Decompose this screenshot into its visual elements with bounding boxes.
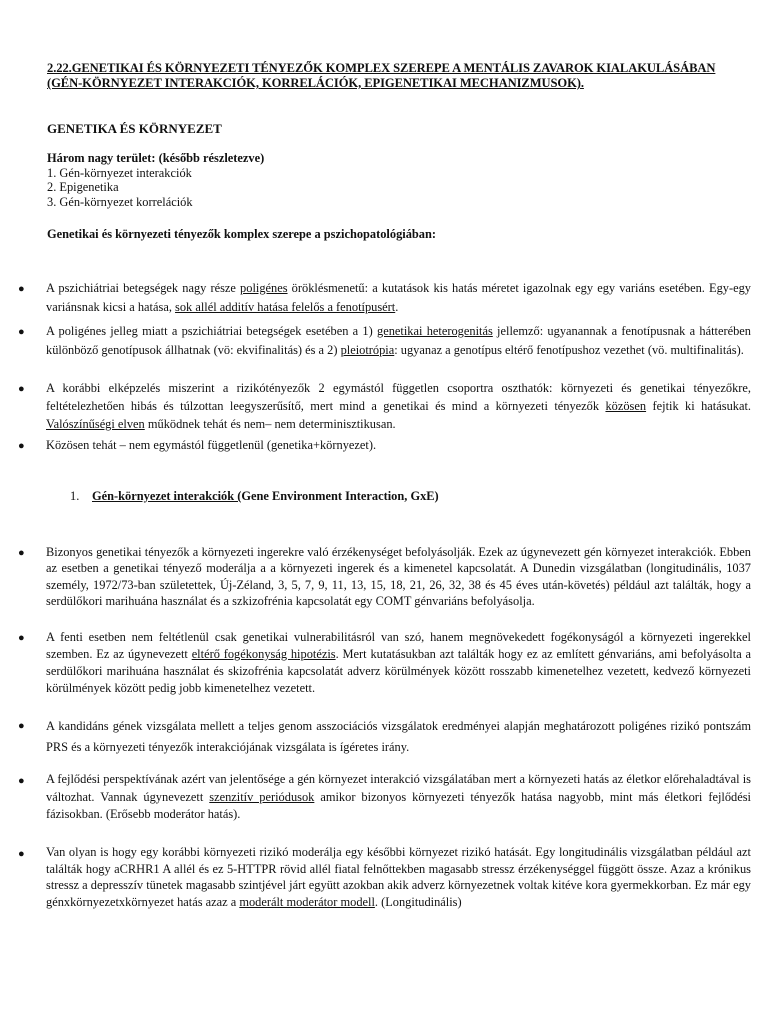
underlined-term: Valószínűségi elven <box>46 417 145 431</box>
underlined-term: pleiotrópia <box>340 343 395 357</box>
gxe-heading-rest: Gene Environment Interaction, GxE) <box>241 489 439 503</box>
areas-item: 1. Gén-környezet interakciók <box>47 165 192 180</box>
bullet-text: Közösen tehát – nem egymástól függetlenül (genetika+környezet). <box>46 438 377 452</box>
bullet-icon: ● <box>18 632 25 644</box>
areas-item: 3. Gén-környezet korrelációk <box>47 194 193 209</box>
bullet-icon: ● <box>18 283 25 295</box>
underlined-term: genetikai heterogenitás <box>377 324 493 338</box>
areas-item: 2. Epigenetika <box>47 180 119 194</box>
underlined-term: közösen <box>605 399 647 413</box>
gxe-heading-number: 1. <box>70 489 80 503</box>
underlined-term: szenzitív periódusok <box>209 789 315 804</box>
section-heading-genetika: GENETIKA ÉS KÖRNYEZET <box>47 121 222 136</box>
title-line-1: 2.22.GENETIKAI ÉS KÖRNYEZETI TÉNYEZŐK KOMPLEX SZEREPE A MENTÁLIS ZAVAROK KIALAKULÁSÁBAN <box>47 61 716 75</box>
bullet-icon: ● <box>18 326 25 338</box>
areas-list <box>47 151 264 209</box>
underlined-term: eltérő fogékonyság hipotézis <box>191 647 336 661</box>
bullet-text: A korábbi elképzelés miszerint a rizikótényezők 2 egymástól független csoportra oszthatók: környezeti és genetikai tényezőkre, feltételezhetően hibás és túlzottan leegyszerűsítő, mert mind a genetikai és mind a környezeti tényezők közösen fejtik ki hatásukat. Valószínűségi elven működnek tehát és nem– nem determinisztikusan. <box>46 381 752 431</box>
areas-heading: Három nagy terület: (később részletezve) <box>47 151 265 165</box>
bullet-text: A fenti esetben nem feltétlenül csak genetikai vulnerabilitásról van szó, hanem megnövekedett fogékonyságól a környezeti ingerekkel szemben. Ez az úgynevezett eltérő fogékonyság hipotézis. Mert kutatásukban azt találták hogy ez az említett génvariáns, ami befolyásolta a serdülőkori marihuána használat és skizofrénia kapcsolatát adverz körülmények között rosszabb kimenetelhez vezetett, kedvező környezeti körülmények között pedig jobb kimenetelhez vezetett. <box>46 630 752 695</box>
bullet-icon: ● <box>18 848 25 860</box>
bullet-text: A poligénes jelleg miatt a pszichiátriai betegségek esetében a 1) genetikai heterogenitás jellemző: ugyanannak a fenotípusnak a hátterében különböző genotípusok állhatnak (vö: ekvifinalitás) és a 2) pleiotrópia: ugyanaz a genotípus eltérő fenotípushoz vezethet (vö. multifinalitás). <box>46 324 751 357</box>
gxe-heading-underlined: Gén-környezet interakciók ( <box>92 489 242 503</box>
bullet-icon: ● <box>18 720 25 732</box>
underlined-term: moderált moderátor modell <box>239 894 375 909</box>
bullet-text: Bizonyos genetikai tényezők a környezeti ingerekre való érzékenységet befolyásolják. Ezek az úgynevezett gén környezet interakciók. Ebben az esetben a genetikai tényező moderálja a a környezeti ingerek és a kimenetel kapcsolatát. A Dunedin vizsgálatban (longitudinális, 1037 személy, 1972/73-ban születettek, Új-Zéland, 3, 5, 7, 9, 11, 13, 15, 18, 21, 26, 32, 38 és 45 éves után-követés) például azt találták, hogy a serdülőkori marihuána használat és a szkizofrénia kapcsolatát egy COMT génvariáns befolyásolja. <box>46 545 751 608</box>
gxe-heading <box>70 489 439 504</box>
title-line-2: (GÉN-KÖRNYEZET INTERAKCIÓK, KORRELÁCIÓK, EPIGENETIKAI MECHANIZMUSOK). <box>47 76 584 90</box>
bullet-text: Van olyan is hogy egy korábbi környezeti rizikó moderálja egy későbbi környezet rizikó hatását. Egy longitudinális vizsgálatban például azt találták hogy aCRHR1 A allél és ez 5-HTTPR rövid allél fiatal felnőttekben magasabb stressz érzékenységgel függött össze. Azaz a krónikus stressz a depresszív tünetek magasabb szintjével járt együtt azokban akik adverz környezetnek voltak kitéve kora gyermekkorban. Ez már egy génxkörnyezetxkörnyezet hatás azaz a moderált moderátor modell. (Longitudinális) <box>46 845 751 909</box>
bullet-icon: ● <box>18 440 25 452</box>
document-title <box>47 61 737 91</box>
bullet-icon: ● <box>18 383 25 395</box>
bullet-text: A kandidáns gének vizsgálata mellett a teljes genom asszociációs vizsgálatok eredményei alapján meghatározott poligénes rizikó pontszám PRS és a környezeti tényezők interakciójának vizsgálata is ígéretes irány. <box>46 719 751 754</box>
complex-role-heading: Genetikai és környezeti tényezők komplex szerepe a pszichopatológiában: <box>47 227 437 241</box>
bullet-text: A fejlődési perspektívának azért van jelentősége a gén környezet interakció vizsgálatában mert a környezeti hatás az életkor előrehaladtával is változhat. Vannak úgynevezett szenzitív periódusok amikor bizonyos környezeti tényezők hatása nagyobb, mint más életkori fejlődési fázisokban. (Erősebb moderátor hatás). <box>46 772 751 821</box>
underlined-term: sok allél additív hatása felelős a fenotípusért <box>175 300 396 314</box>
underlined-term: poligénes <box>240 281 288 295</box>
bullet-text: A pszichiátriai betegségek nagy része poligénes öröklésmenetű: a kutatások kis hatás méretet igazolnak egy egy variáns esetében. Egy-egy variánsnak kicsi a hatása, sok allél additív hatása felelős a fenotípusért. <box>46 281 751 314</box>
bullet-icon: ● <box>18 547 25 559</box>
bullet-icon: ● <box>18 775 25 787</box>
